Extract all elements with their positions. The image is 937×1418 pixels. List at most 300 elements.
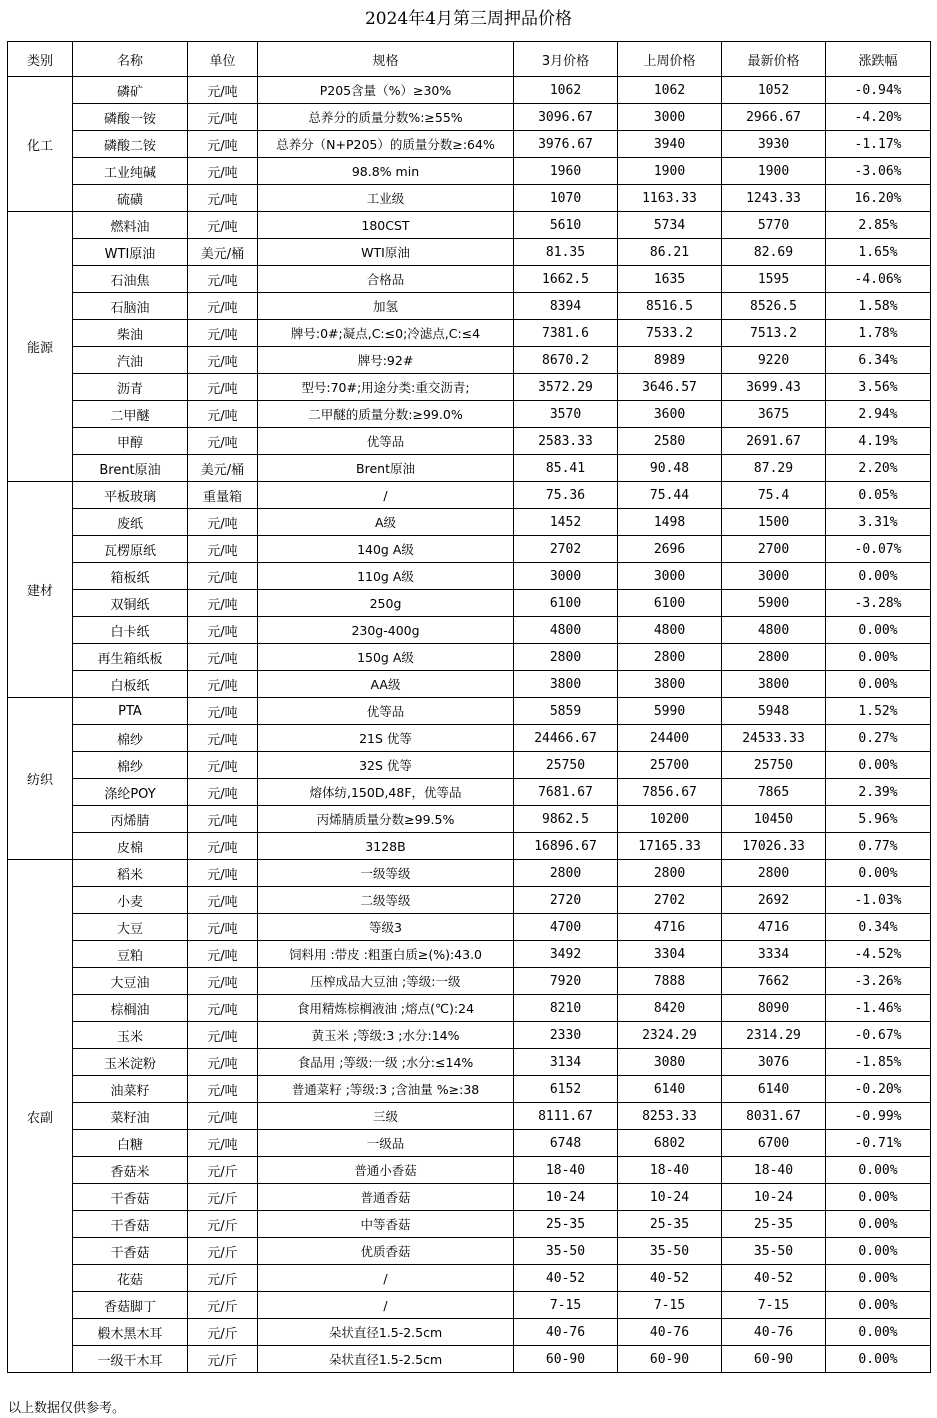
last-week-price-cell: 5990 [618, 698, 722, 725]
name-cell: 玉米 [73, 1022, 188, 1049]
unit-cell: 重量箱 [188, 482, 258, 509]
last-week-price-cell: 1062 [618, 77, 722, 104]
table-body [8, 77, 931, 1373]
last-week-price-cell: 3080 [618, 1049, 722, 1076]
unit-cell: 元/吨 [188, 1076, 258, 1103]
latest-price-cell: 24533.33 [722, 725, 826, 752]
unit-cell: 元/吨 [188, 158, 258, 185]
header-spec: 规格 [258, 42, 514, 77]
table-row [8, 1238, 931, 1265]
unit-cell: 元/吨 [188, 428, 258, 455]
latest-price-cell: 7662 [722, 968, 826, 995]
spec-cell: / [258, 1265, 514, 1292]
change-cell: -3.26% [826, 968, 931, 995]
spec-cell: 21S 优等 [258, 725, 514, 752]
spec-cell: 中等香菇 [258, 1211, 514, 1238]
march-price-cell: 40-52 [514, 1265, 618, 1292]
spec-cell: 等级3 [258, 914, 514, 941]
change-cell: 3.31% [826, 509, 931, 536]
last-week-price-cell: 10-24 [618, 1184, 722, 1211]
change-cell: -1.46% [826, 995, 931, 1022]
change-cell: 1.58% [826, 293, 931, 320]
unit-cell: 元/吨 [188, 509, 258, 536]
march-price-cell: 2583.33 [514, 428, 618, 455]
latest-price-cell: 8090 [722, 995, 826, 1022]
last-week-price-cell: 3940 [618, 131, 722, 158]
name-cell: 干香菇 [73, 1211, 188, 1238]
spec-cell: 优质香菇 [258, 1238, 514, 1265]
march-price-cell: 1062 [514, 77, 618, 104]
march-price-cell: 3570 [514, 401, 618, 428]
spec-cell: 黄玉米 ;等级:3 ;水分:14% [258, 1022, 514, 1049]
change-cell: -4.52% [826, 941, 931, 968]
unit-cell: 元/吨 [188, 671, 258, 698]
last-week-price-cell: 6802 [618, 1130, 722, 1157]
last-week-price-cell: 25-35 [618, 1211, 722, 1238]
unit-cell: 元/吨 [188, 833, 258, 860]
march-price-cell: 25750 [514, 752, 618, 779]
change-cell: 2.20% [826, 455, 931, 482]
march-price-cell: 9862.5 [514, 806, 618, 833]
spec-cell: 250g [258, 590, 514, 617]
table-row [8, 563, 931, 590]
spec-cell: 牌号:0#;凝点,C:≤0;冷滤点,C:≤4 [258, 320, 514, 347]
last-week-price-cell: 6140 [618, 1076, 722, 1103]
spec-cell: 二甲醚的质量分数:≥99.0% [258, 401, 514, 428]
change-cell: -0.67% [826, 1022, 931, 1049]
unit-cell: 元/吨 [188, 293, 258, 320]
table-row [8, 1211, 931, 1238]
spec-cell: 熔体纺,150D,48F，优等品 [258, 779, 514, 806]
change-cell: 1.65% [826, 239, 931, 266]
latest-price-cell: 2800 [722, 860, 826, 887]
category-cell: 能源 [8, 212, 73, 482]
last-week-price-cell: 90.48 [618, 455, 722, 482]
latest-price-cell: 3076 [722, 1049, 826, 1076]
last-week-price-cell: 2800 [618, 860, 722, 887]
spec-cell: 110g A级 [258, 563, 514, 590]
last-week-price-cell: 8516.5 [618, 293, 722, 320]
unit-cell: 元/吨 [188, 536, 258, 563]
unit-cell: 元/吨 [188, 77, 258, 104]
latest-price-cell: 10450 [722, 806, 826, 833]
header-march-price: 3月价格 [514, 42, 618, 77]
unit-cell: 元/吨 [188, 779, 258, 806]
unit-cell: 元/吨 [188, 698, 258, 725]
table-row [8, 536, 931, 563]
unit-cell: 元/斤 [188, 1292, 258, 1319]
last-week-price-cell: 24400 [618, 725, 722, 752]
march-price-cell: 85.41 [514, 455, 618, 482]
last-week-price-cell: 7533.2 [618, 320, 722, 347]
latest-price-cell: 9220 [722, 347, 826, 374]
last-week-price-cell: 7888 [618, 968, 722, 995]
last-week-price-cell: 1635 [618, 266, 722, 293]
change-cell: 16.20% [826, 185, 931, 212]
latest-price-cell: 3334 [722, 941, 826, 968]
unit-cell: 美元/桶 [188, 239, 258, 266]
last-week-price-cell: 75.44 [618, 482, 722, 509]
table-row [8, 212, 931, 239]
spec-cell: 二级等级 [258, 887, 514, 914]
table-row [8, 752, 931, 779]
table-row [8, 1049, 931, 1076]
spec-cell: 优等品 [258, 428, 514, 455]
march-price-cell: 2800 [514, 644, 618, 671]
footer-note: 以上数据仅供参考。 [8, 1401, 126, 1416]
spec-cell: 优等品 [258, 698, 514, 725]
latest-price-cell: 2692 [722, 887, 826, 914]
change-cell: 0.00% [826, 1157, 931, 1184]
price-table [7, 41, 931, 1373]
change-cell: 2.85% [826, 212, 931, 239]
page-title: 2024年4月第三周押品价格 [364, 9, 573, 29]
latest-price-cell: 1243.33 [722, 185, 826, 212]
change-cell: -0.07% [826, 536, 931, 563]
change-cell: 0.05% [826, 482, 931, 509]
march-price-cell: 75.36 [514, 482, 618, 509]
spec-cell: 朵状直径1.5-2.5cm [258, 1346, 514, 1373]
spec-cell: 140g A级 [258, 536, 514, 563]
change-cell: -0.20% [826, 1076, 931, 1103]
table-row [8, 617, 931, 644]
change-cell: 5.96% [826, 806, 931, 833]
last-week-price-cell: 2580 [618, 428, 722, 455]
march-price-cell: 8111.67 [514, 1103, 618, 1130]
spec-cell: 朵状直径1.5-2.5cm [258, 1319, 514, 1346]
table-row [8, 887, 931, 914]
spec-cell: 压榨成品大豆油 ;等级:一级 [258, 968, 514, 995]
last-week-price-cell: 2800 [618, 644, 722, 671]
name-cell: 柴油 [73, 320, 188, 347]
unit-cell: 元/吨 [188, 185, 258, 212]
table-row [8, 239, 931, 266]
march-price-cell: 2800 [514, 860, 618, 887]
name-cell: 甲醇 [73, 428, 188, 455]
spec-cell: / [258, 482, 514, 509]
march-price-cell: 2330 [514, 1022, 618, 1049]
last-week-price-cell: 3646.57 [618, 374, 722, 401]
spec-cell: 总养分（N+P205）的质量分数≥:64% [258, 131, 514, 158]
table-row [8, 995, 931, 1022]
table-row [8, 1184, 931, 1211]
change-cell: -4.20% [826, 104, 931, 131]
march-price-cell: 6100 [514, 590, 618, 617]
last-week-price-cell: 5734 [618, 212, 722, 239]
spec-cell: 普通菜籽 ;等级:3 ;含油量 %≥:38 [258, 1076, 514, 1103]
spec-cell: 180CST [258, 212, 514, 239]
header-name: 名称 [73, 42, 188, 77]
header-unit: 单位 [188, 42, 258, 77]
unit-cell: 元/吨 [188, 347, 258, 374]
latest-price-cell: 35-50 [722, 1238, 826, 1265]
table-row [8, 968, 931, 995]
unit-cell: 元/斤 [188, 1265, 258, 1292]
latest-price-cell: 1595 [722, 266, 826, 293]
name-cell: 平板玻璃 [73, 482, 188, 509]
category-cell: 化工 [8, 77, 73, 212]
change-cell: 0.00% [826, 1346, 931, 1373]
march-price-cell: 5859 [514, 698, 618, 725]
spec-cell: A级 [258, 509, 514, 536]
latest-price-cell: 60-90 [722, 1346, 826, 1373]
spec-cell: 一级等级 [258, 860, 514, 887]
spec-cell: 3128B [258, 833, 514, 860]
last-week-price-cell: 40-76 [618, 1319, 722, 1346]
latest-price-cell: 5770 [722, 212, 826, 239]
change-cell: 0.00% [826, 752, 931, 779]
latest-price-cell: 5900 [722, 590, 826, 617]
latest-price-cell: 82.69 [722, 239, 826, 266]
unit-cell: 元/斤 [188, 1319, 258, 1346]
march-price-cell: 24466.67 [514, 725, 618, 752]
latest-price-cell: 1900 [722, 158, 826, 185]
name-cell: 椴木黑木耳 [73, 1319, 188, 1346]
change-cell: 3.56% [826, 374, 931, 401]
header-latest-price: 最新价格 [722, 42, 826, 77]
unit-cell: 元/吨 [188, 320, 258, 347]
march-price-cell: 35-50 [514, 1238, 618, 1265]
change-cell: -0.99% [826, 1103, 931, 1130]
last-week-price-cell: 2324.29 [618, 1022, 722, 1049]
change-cell: 0.00% [826, 1292, 931, 1319]
march-price-cell: 7-15 [514, 1292, 618, 1319]
latest-price-cell: 1500 [722, 509, 826, 536]
unit-cell: 元/吨 [188, 887, 258, 914]
table-row [8, 509, 931, 536]
last-week-price-cell: 25700 [618, 752, 722, 779]
name-cell: 干香菇 [73, 1184, 188, 1211]
name-cell: 大豆油 [73, 968, 188, 995]
march-price-cell: 16896.67 [514, 833, 618, 860]
last-week-price-cell: 8253.33 [618, 1103, 722, 1130]
march-price-cell: 8394 [514, 293, 618, 320]
table-row [8, 698, 931, 725]
latest-price-cell: 8031.67 [722, 1103, 826, 1130]
spec-cell: 食品用 ;等级:一级 ;水分:≤14% [258, 1049, 514, 1076]
name-cell: 磷酸一铵 [73, 104, 188, 131]
category-cell: 农副 [8, 860, 73, 1373]
march-price-cell: 81.35 [514, 239, 618, 266]
name-cell: 皮棉 [73, 833, 188, 860]
change-cell: 0.34% [826, 914, 931, 941]
latest-price-cell: 40-52 [722, 1265, 826, 1292]
unit-cell: 元/吨 [188, 590, 258, 617]
change-cell: -3.06% [826, 158, 931, 185]
spec-cell: 三级 [258, 1103, 514, 1130]
name-cell: 再生箱纸板 [73, 644, 188, 671]
unit-cell: 元/吨 [188, 752, 258, 779]
change-cell: -4.06% [826, 266, 931, 293]
spec-cell: 工业级 [258, 185, 514, 212]
unit-cell: 元/吨 [188, 995, 258, 1022]
table-row [8, 644, 931, 671]
change-cell: -0.71% [826, 1130, 931, 1157]
category-cell: 建材 [8, 482, 73, 698]
name-cell: 瓦楞原纸 [73, 536, 188, 563]
change-cell: 6.34% [826, 347, 931, 374]
march-price-cell: 3134 [514, 1049, 618, 1076]
name-cell: 磷矿 [73, 77, 188, 104]
name-cell: 丙烯腈 [73, 806, 188, 833]
name-cell: 沥青 [73, 374, 188, 401]
unit-cell: 元/吨 [188, 860, 258, 887]
change-cell: -1.85% [826, 1049, 931, 1076]
last-week-price-cell: 3000 [618, 104, 722, 131]
change-cell: 0.27% [826, 725, 931, 752]
last-week-price-cell: 35-50 [618, 1238, 722, 1265]
table-row [8, 1022, 931, 1049]
march-price-cell: 7381.6 [514, 320, 618, 347]
change-cell: 0.00% [826, 671, 931, 698]
latest-price-cell: 3800 [722, 671, 826, 698]
table-row [8, 77, 931, 104]
spec-cell: AA级 [258, 671, 514, 698]
march-price-cell: 3800 [514, 671, 618, 698]
unit-cell: 元/吨 [188, 941, 258, 968]
march-price-cell: 40-76 [514, 1319, 618, 1346]
table-row [8, 779, 931, 806]
last-week-price-cell: 2696 [618, 536, 722, 563]
name-cell: 大豆 [73, 914, 188, 941]
unit-cell: 元/斤 [188, 1211, 258, 1238]
spec-cell: 普通小香菇 [258, 1157, 514, 1184]
latest-price-cell: 17026.33 [722, 833, 826, 860]
change-cell: 0.00% [826, 1184, 931, 1211]
unit-cell: 元/吨 [188, 104, 258, 131]
name-cell: 油菜籽 [73, 1076, 188, 1103]
last-week-price-cell: 60-90 [618, 1346, 722, 1373]
spec-cell: 丙烯腈质量分数≥99.5% [258, 806, 514, 833]
march-price-cell: 1960 [514, 158, 618, 185]
last-week-price-cell: 4716 [618, 914, 722, 941]
change-cell: 1.52% [826, 698, 931, 725]
march-price-cell: 60-90 [514, 1346, 618, 1373]
march-price-cell: 1662.5 [514, 266, 618, 293]
spec-cell: 牌号:92# [258, 347, 514, 374]
change-cell: 0.00% [826, 1265, 931, 1292]
spec-cell: 普通香菇 [258, 1184, 514, 1211]
name-cell: 涤纶POY [73, 779, 188, 806]
name-cell: 花菇 [73, 1265, 188, 1292]
name-cell: 石脑油 [73, 293, 188, 320]
table-row [8, 1319, 931, 1346]
spec-cell: 饲料用 :带皮 :粗蛋白质≥(%):43.0 [258, 941, 514, 968]
unit-cell: 元/斤 [188, 1238, 258, 1265]
latest-price-cell: 3675 [722, 401, 826, 428]
header-last-week-price: 上周价格 [618, 42, 722, 77]
table-row [8, 374, 931, 401]
name-cell: 香菇脚丁 [73, 1292, 188, 1319]
table-row [8, 590, 931, 617]
change-cell: -1.03% [826, 887, 931, 914]
unit-cell: 元/吨 [188, 617, 258, 644]
name-cell: 稻米 [73, 860, 188, 887]
header-change: 涨跌幅 [826, 42, 931, 77]
march-price-cell: 25-35 [514, 1211, 618, 1238]
march-price-cell: 18-40 [514, 1157, 618, 1184]
last-week-price-cell: 2702 [618, 887, 722, 914]
name-cell: 干香菇 [73, 1238, 188, 1265]
change-cell: 0.00% [826, 617, 931, 644]
latest-price-cell: 18-40 [722, 1157, 826, 1184]
name-cell: 棉纱 [73, 725, 188, 752]
name-cell: 汽油 [73, 347, 188, 374]
name-cell: 箱板纸 [73, 563, 188, 590]
name-cell: 豆粕 [73, 941, 188, 968]
change-cell: 0.00% [826, 563, 931, 590]
table-row [8, 158, 931, 185]
unit-cell: 元/吨 [188, 131, 258, 158]
latest-price-cell: 8526.5 [722, 293, 826, 320]
change-cell: 1.78% [826, 320, 931, 347]
change-cell: 0.00% [826, 1211, 931, 1238]
name-cell: 硫磺 [73, 185, 188, 212]
unit-cell: 元/斤 [188, 1346, 258, 1373]
name-cell: Brent原油 [73, 455, 188, 482]
name-cell: 玉米淀粉 [73, 1049, 188, 1076]
unit-cell: 元/吨 [188, 212, 258, 239]
unit-cell: 元/吨 [188, 1022, 258, 1049]
latest-price-cell: 2314.29 [722, 1022, 826, 1049]
latest-price-cell: 7-15 [722, 1292, 826, 1319]
unit-cell: 元/吨 [188, 914, 258, 941]
march-price-cell: 7681.67 [514, 779, 618, 806]
latest-price-cell: 3000 [722, 563, 826, 590]
change-cell: 2.39% [826, 779, 931, 806]
table-row [8, 806, 931, 833]
march-price-cell: 8670.2 [514, 347, 618, 374]
latest-price-cell: 4716 [722, 914, 826, 941]
change-cell: 0.00% [826, 644, 931, 671]
name-cell: 燃料油 [73, 212, 188, 239]
table-row [8, 671, 931, 698]
spec-cell: P205含量（%）≥30% [258, 77, 514, 104]
table-row [8, 266, 931, 293]
change-cell: 0.00% [826, 860, 931, 887]
latest-price-cell: 75.4 [722, 482, 826, 509]
unit-cell: 元/吨 [188, 644, 258, 671]
latest-price-cell: 2691.67 [722, 428, 826, 455]
latest-price-cell: 25750 [722, 752, 826, 779]
name-cell: 菜籽油 [73, 1103, 188, 1130]
latest-price-cell: 7513.2 [722, 320, 826, 347]
unit-cell: 元/吨 [188, 1049, 258, 1076]
unit-cell: 元/吨 [188, 725, 258, 752]
spec-cell: 230g-400g [258, 617, 514, 644]
unit-cell: 元/吨 [188, 563, 258, 590]
last-week-price-cell: 1163.33 [618, 185, 722, 212]
last-week-price-cell: 3304 [618, 941, 722, 968]
unit-cell: 元/斤 [188, 1157, 258, 1184]
march-price-cell: 2720 [514, 887, 618, 914]
latest-price-cell: 2700 [722, 536, 826, 563]
name-cell: 小麦 [73, 887, 188, 914]
latest-price-cell: 5948 [722, 698, 826, 725]
last-week-price-cell: 3800 [618, 671, 722, 698]
latest-price-cell: 40-76 [722, 1319, 826, 1346]
name-cell: 二甲醚 [73, 401, 188, 428]
category-cell: 纺织 [8, 698, 73, 860]
last-week-price-cell: 18-40 [618, 1157, 722, 1184]
spec-cell: 食用精炼棕榈液油 ;熔点(℃):24 [258, 995, 514, 1022]
latest-price-cell: 6140 [722, 1076, 826, 1103]
table-row [8, 185, 931, 212]
unit-cell: 元/吨 [188, 266, 258, 293]
table-row [8, 293, 931, 320]
unit-cell: 元/吨 [188, 1103, 258, 1130]
spec-cell: Brent原油 [258, 455, 514, 482]
